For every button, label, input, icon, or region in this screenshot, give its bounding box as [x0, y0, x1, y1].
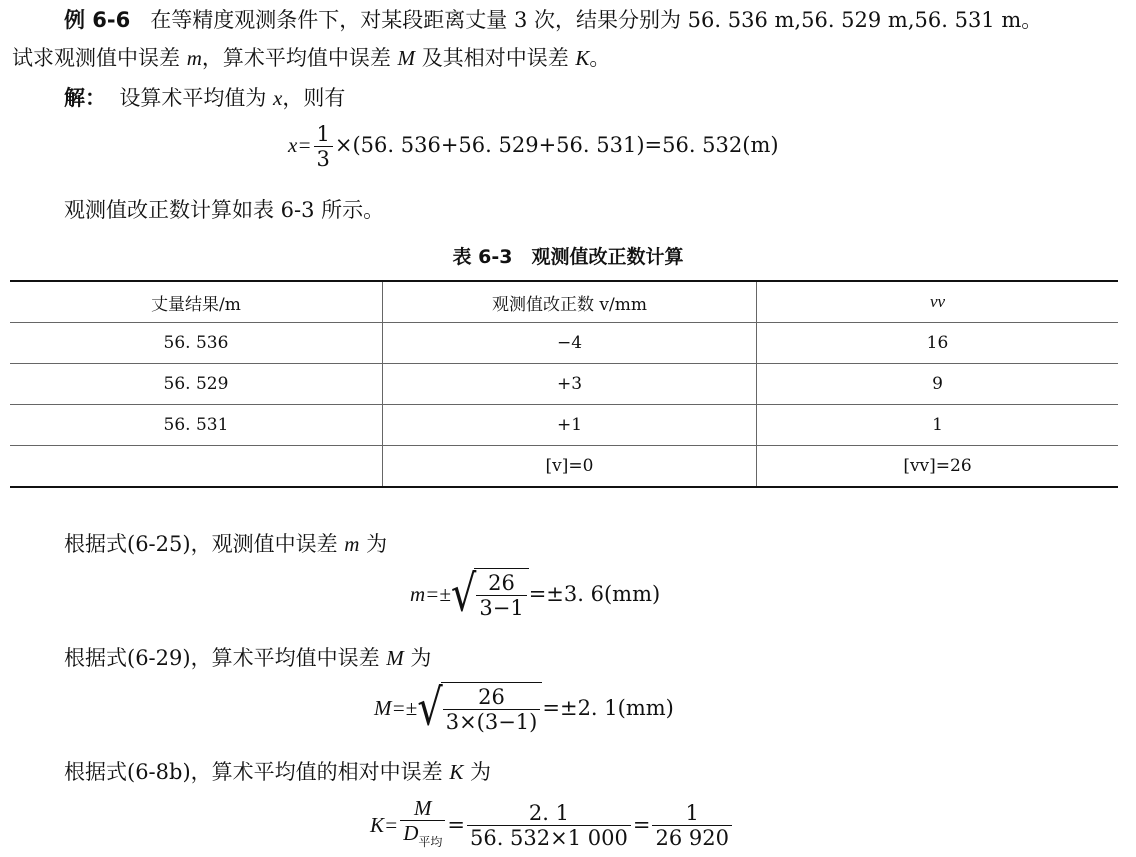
para-m-text-a: 根据式(6-25)，观测值中误差	[64, 532, 345, 556]
table-cell: [v]=0	[383, 446, 757, 488]
subscript-average: 平均	[418, 835, 443, 849]
frac-num: 26	[478, 685, 505, 709]
equals-sign: =	[632, 813, 651, 837]
para-m-text-b: 为	[359, 532, 388, 556]
table-row	[10, 323, 1118, 364]
frac-num: 26	[488, 571, 515, 595]
eq-M-rhs: =±2. 1(mm)	[542, 696, 674, 720]
frac-den: 3−1	[476, 595, 526, 620]
eq-m-lhs: m=±	[410, 582, 451, 606]
table-cell	[10, 446, 383, 488]
frac-den	[400, 820, 445, 854]
table-cell: +1	[383, 405, 757, 446]
equation-m	[410, 565, 661, 623]
equation-M	[374, 679, 674, 737]
table-cell: −4	[383, 323, 757, 364]
problem-line-1	[64, 6, 1042, 34]
para-M-text-a: 根据式(6-29)，算术平均值中误差	[64, 646, 387, 670]
para-K-text-b: 为	[463, 760, 492, 784]
fraction-value	[467, 801, 631, 850]
var-m: m	[186, 46, 202, 70]
table-header-cell: 丈量结果/m	[10, 281, 383, 323]
var-m: m	[344, 532, 360, 556]
fraction-m	[476, 571, 526, 620]
problem-text-2d: 。	[589, 46, 611, 70]
table-row-sum	[10, 446, 1118, 488]
table-cell: [vv]=26	[757, 446, 1119, 488]
eq-mean-rhs: ×(56. 536+56. 529+56. 531)=56. 532(m)	[334, 133, 779, 157]
frac-den: 56. 532×1 000	[467, 825, 631, 850]
frac-num: M	[414, 796, 432, 820]
frac-num: 2. 1	[528, 800, 569, 825]
problem-line-2	[12, 44, 610, 72]
table-header-row	[10, 281, 1118, 323]
solution-text-b: ，则有	[282, 86, 346, 110]
var-M: M	[386, 646, 404, 670]
problem-text-2b: ，算术平均值中误差	[201, 46, 398, 70]
eq-K-lhs: K=	[370, 813, 399, 837]
sqrt-M	[417, 679, 542, 737]
frac-num: 1	[685, 800, 699, 825]
solution-label: 解：	[64, 86, 106, 110]
eq-mean-lhs: x=	[288, 133, 312, 157]
radical-sign: √	[450, 565, 477, 623]
table-row	[10, 364, 1118, 405]
fraction-result	[652, 801, 731, 850]
problem-text-1: 在等精度观测条件下，对某段距离丈量 3 次，结果分别为 56. 536 m,56. 529 m,56. 531 m。	[150, 8, 1043, 32]
table-header-cell: vv	[757, 281, 1119, 323]
eq-M-lhs: M=±	[374, 696, 418, 720]
table-intro: 观测值改正数计算如表 6-3 所示。	[64, 198, 385, 222]
table-cell: 16	[757, 323, 1119, 364]
fraction-one-third	[314, 122, 333, 171]
eq-m-rhs: =±3. 6(mm)	[528, 582, 661, 606]
para-m	[64, 530, 387, 558]
radicand	[441, 682, 543, 734]
example-label: 例 6-6	[64, 8, 131, 32]
radicand	[474, 568, 528, 620]
para-K-text-a: 根据式(6-8b)，算术平均值的相对中误差	[64, 760, 450, 784]
table-cell: 56. 531	[10, 405, 383, 446]
var-M: M	[397, 46, 416, 70]
equation-mean	[288, 122, 779, 171]
para-K	[64, 758, 491, 786]
fraction-M	[443, 685, 541, 734]
equals-sign: =	[447, 813, 465, 837]
table-header-cell: 观测值改正数 v/mm	[383, 281, 757, 323]
para-M	[64, 644, 431, 672]
sqrt-m	[450, 565, 529, 623]
var-K: K	[449, 760, 464, 784]
solution-text-a: 设算术平均值为	[119, 86, 274, 110]
table-cell: 1	[757, 405, 1119, 446]
para-M-text-b: 为	[403, 646, 432, 670]
radical-sign: √	[417, 679, 443, 737]
correction-table	[10, 280, 1118, 488]
table-row	[10, 405, 1118, 446]
table-cell: 56. 529	[10, 364, 383, 405]
table-cell: 9	[757, 364, 1119, 405]
var-x: x	[273, 86, 283, 110]
frac-num: 1	[316, 122, 330, 146]
frac-den: 26 920	[652, 825, 731, 850]
solution-line	[64, 84, 345, 112]
table-cell: 56. 536	[10, 323, 383, 364]
table-caption: 表 6-3 观测值改正数计算	[452, 246, 684, 268]
frac-den: 3×(3−1)	[443, 709, 541, 734]
table-cell: +3	[383, 364, 757, 405]
fraction-M-over-D	[400, 796, 445, 854]
var-D: D	[403, 821, 419, 845]
frac-den: 3	[314, 146, 333, 171]
problem-text-2a: 试求观测值中误差	[12, 46, 187, 70]
equation-K	[370, 796, 734, 854]
problem-text-2c: 及其相对中误差	[415, 46, 576, 70]
var-K: K	[575, 46, 590, 70]
